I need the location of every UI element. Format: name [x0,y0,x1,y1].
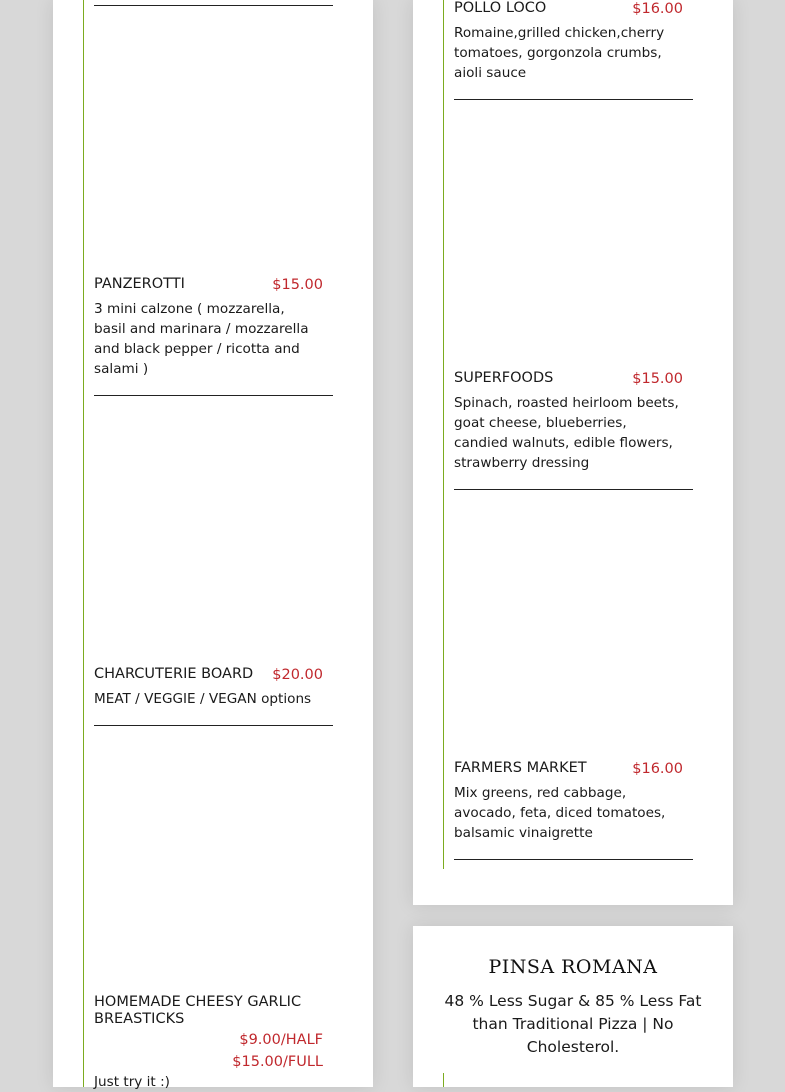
item-name: HOMEMADE CHEESY GARLIC BREASTICKS [94,994,302,1027]
item-description: MEAT / VEGGIE / VEGAN options [94,691,312,707]
section-card-pinsa-romana [413,926,733,1087]
item-name: FARMERS MARKET [454,760,587,776]
accent-line [83,0,84,1087]
item-name: POLLO LOCO [454,0,547,16]
item-price: $15.00 [632,371,683,387]
item-name: CHARCUTERIE BOARD [94,666,254,682]
item-description: Mix greens, red cabbage, avocado, feta, diced tomatoes, balsamic vinaigrette [454,785,666,841]
item-divider [94,5,333,6]
section-subtitle: 48 % Less Sugar & 85 % Less Fat than Traditional Pizza | No Cholesterol. [444,992,702,1056]
item-divider [94,395,333,396]
item-divider [454,99,693,100]
item-divider [94,725,333,726]
item-price-half: $9.00/HALF [239,1032,323,1048]
item-price: $15.00 [272,277,323,293]
item-price: $16.00 [632,761,683,777]
menu-card-left [53,0,373,1090]
item-divider [454,489,693,490]
item-description: Just try it :) [94,1074,170,1090]
section-title: PINSA ROMANA [488,956,658,978]
item-description: Spinach, roasted heirloom beets, goat cheese, blueberries, candied walnuts, edible flowers, strawberry dressing [454,395,679,471]
item-price: $16.00 [632,1,683,17]
item-price: $20.00 [272,667,323,683]
item-price-full: $15.00/FULL [232,1054,323,1070]
accent-line [443,0,444,869]
menu-card-right [413,0,733,905]
accent-line [443,1073,444,1087]
item-divider [454,859,693,860]
item-name: PANZEROTTI [94,276,185,292]
item-description: 3 mini calzone ( mozzarella, basil and marinara / mozzarella and black pepper / ricotta and salami ) [94,301,309,377]
item-name: SUPERFOODS [454,370,554,386]
item-description: Romaine,grilled chicken,cherry tomatoes, gorgonzola crumbs, aioli sauce [454,25,665,81]
